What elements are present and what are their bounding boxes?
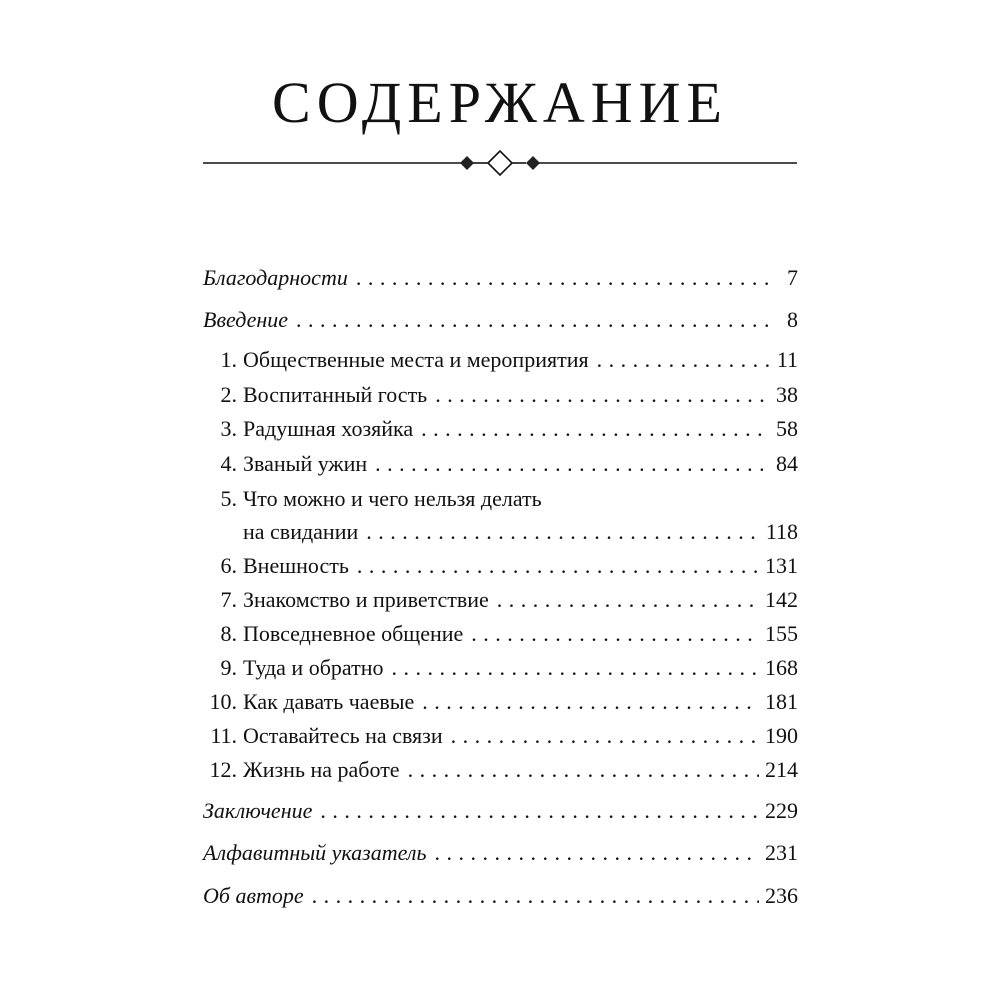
chapter-number: 9. — [220, 655, 237, 680]
leader-dots — [312, 883, 759, 909]
toc-entry-label: Туда и обратно — [243, 655, 384, 680]
leader-dots — [597, 347, 771, 373]
leader-dots — [421, 416, 770, 442]
toc-entry-chapter-12[interactable] — [203, 757, 798, 791]
leader-dots — [408, 757, 759, 783]
leader-dots — [435, 382, 770, 408]
toc-entry-label: Заключение — [203, 798, 313, 823]
toc-entry-page: 84 — [776, 451, 798, 476]
leader-dots — [422, 689, 759, 715]
toc-entry-label: Об авторе — [203, 883, 304, 908]
toc-entry-page: 7 — [787, 265, 798, 290]
toc-entry-about-author[interactable] — [203, 883, 798, 917]
toc-entry-chapter-11[interactable] — [203, 723, 798, 757]
toc-entry-chapter-2[interactable] — [203, 382, 798, 416]
toc-entry-label: Введение — [203, 307, 289, 332]
leader-dots — [357, 553, 759, 579]
chapter-number: 1. — [220, 347, 237, 372]
toc-entry-label-continued: на свидании — [243, 519, 359, 544]
toc-entry-chapter-5-line-2[interactable] — [203, 519, 798, 553]
toc-entry-page: 38 — [776, 382, 798, 407]
toc-entry-label: Воспитанный гость — [243, 382, 428, 407]
toc-entry-page: 231 — [765, 840, 798, 865]
toc-entry-page: 214 — [765, 757, 798, 782]
chapter-number: 6. — [220, 553, 237, 578]
toc-entry-page: 58 — [776, 416, 798, 441]
toc-entry-chapter-9[interactable] — [203, 655, 798, 689]
toc-entry-label: Радушная хозяйка — [243, 416, 414, 441]
toc-entry-acknowledgements[interactable] — [203, 265, 798, 299]
chapter-number: 7. — [220, 587, 237, 612]
toc-entry-chapter-10[interactable] — [203, 689, 798, 723]
toc-entry-label: Благодарности — [203, 265, 348, 290]
toc-entry-page: 168 — [765, 655, 798, 680]
toc-entry-label: Оставайтесь на связи — [243, 723, 443, 748]
toc-entry-chapter-1[interactable] — [203, 347, 798, 381]
toc-entry-label: Званый ужин — [243, 451, 368, 476]
toc-entry-label: Жизнь на работе — [243, 757, 400, 782]
toc-entry-label: Как давать чаевые — [243, 689, 415, 714]
toc-entry-page: 11 — [776, 347, 798, 372]
leader-dots — [356, 265, 774, 291]
toc-entry-chapter-3[interactable] — [203, 416, 798, 450]
leader-dots — [497, 587, 759, 613]
toc-entry-page: 190 — [765, 723, 798, 748]
toc-entry-index[interactable] — [203, 840, 798, 874]
leader-dots — [434, 840, 759, 866]
toc-entry-chapter-4[interactable] — [203, 451, 798, 485]
toc-entry-page: 8 — [787, 307, 798, 332]
divider-diamonds-icon — [203, 150, 797, 176]
toc-entry-chapter-8[interactable] — [203, 621, 798, 655]
toc-entry-conclusion[interactable] — [203, 798, 798, 832]
chapter-number: 2. — [220, 382, 237, 407]
toc-entry-introduction[interactable] — [203, 307, 798, 341]
chapter-number: 11. — [210, 723, 237, 748]
toc-entry-label: Знакомство и приветствие — [243, 587, 489, 612]
leader-dots — [320, 798, 759, 824]
leader-dots — [366, 519, 760, 545]
leader-dots — [451, 723, 759, 749]
leader-dots — [375, 451, 770, 477]
toc-entry-page: 118 — [765, 519, 798, 544]
toc-entry-page: 229 — [765, 798, 798, 823]
leader-dots — [391, 655, 759, 681]
chapter-number: 3. — [220, 416, 237, 441]
chapter-number: 12. — [209, 757, 237, 782]
chapter-number: 10. — [209, 689, 237, 714]
toc-entry-page: 131 — [765, 553, 798, 578]
chapter-number: 4. — [220, 451, 237, 476]
toc-entry-label: Повседневное общение — [243, 621, 464, 646]
chapter-number: 5. — [220, 486, 237, 511]
toc-entry-page: 181 — [765, 689, 798, 714]
page-title: СОДЕРЖАНИЕ — [272, 70, 728, 135]
leader-dots — [296, 307, 774, 333]
toc-entry-chapter-7[interactable] — [203, 587, 798, 621]
toc-entry-label: Что можно и чего нельзя делать — [243, 486, 542, 511]
toc-entry-page: 142 — [765, 587, 798, 612]
toc-entry-chapter-5-line-1[interactable] — [203, 486, 798, 520]
toc-entry-label: Алфавитный указатель — [203, 840, 427, 865]
toc-entry-label: Внешность — [243, 553, 349, 578]
toc-entry-page: 155 — [765, 621, 798, 646]
toc-entry-page: 236 — [765, 883, 798, 908]
toc-entry-label: Общественные места и мероприятия — [243, 347, 589, 372]
chapter-number: 8. — [220, 621, 237, 646]
leader-dots — [471, 621, 759, 647]
toc-entry-chapter-6[interactable] — [203, 553, 798, 587]
